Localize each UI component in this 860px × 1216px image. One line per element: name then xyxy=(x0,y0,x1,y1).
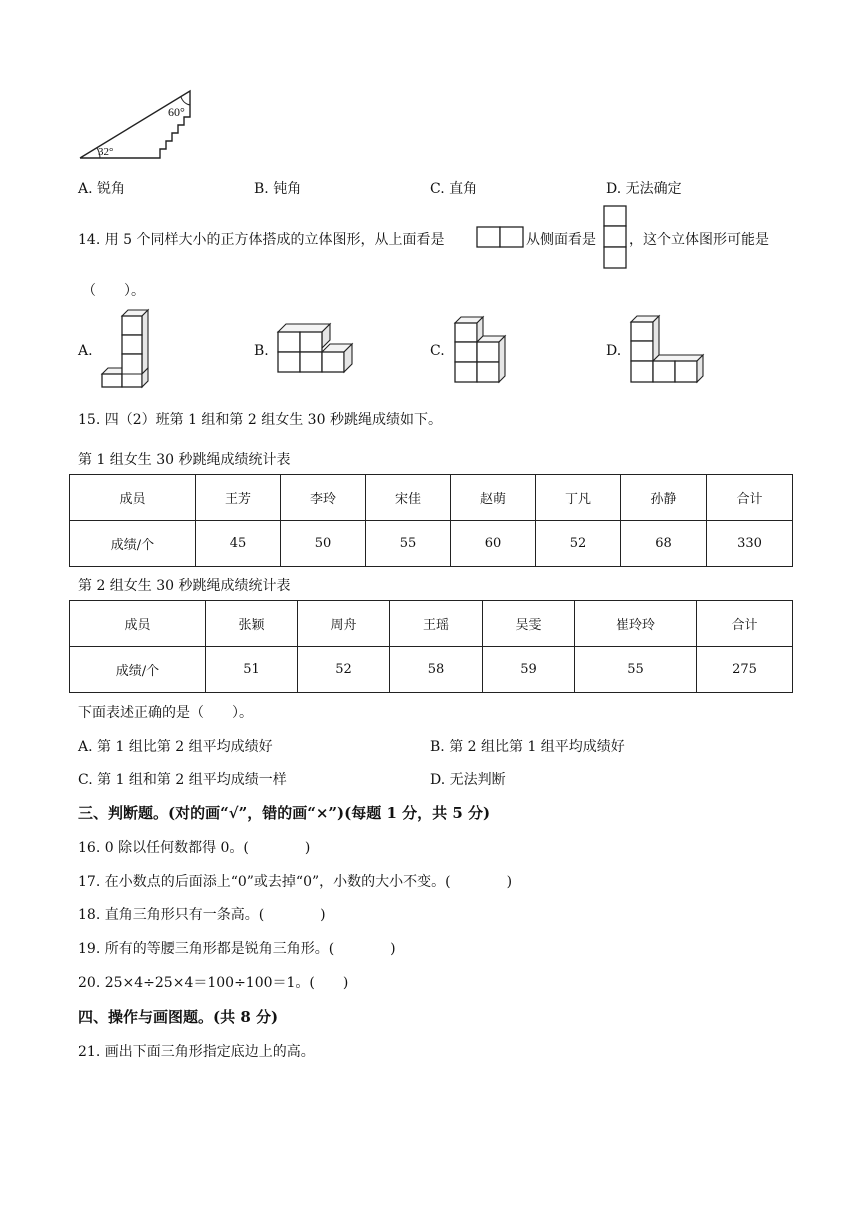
q21-text: 21. 画出下面三角形指定底边上的高。 xyxy=(78,1044,315,1060)
table-row xyxy=(70,475,793,521)
q16-text: 16. 0 除以任何数都得 0。( ) xyxy=(78,840,311,856)
table-cell: 成员 xyxy=(70,475,196,521)
side-view-figure xyxy=(603,205,627,269)
table-cell: 张颖 xyxy=(206,601,298,647)
table-row xyxy=(70,601,793,647)
section4-title: 四、操作与画图题。(共 8 分) xyxy=(78,1008,279,1026)
table-cell: 丁凡 xyxy=(536,475,621,521)
q14-option-b-label[interactable]: B. xyxy=(254,343,269,359)
table-cell: 68 xyxy=(621,521,707,567)
q19-text: 19. 所有的等腰三角形都是锐角三角形。( ) xyxy=(78,941,396,957)
table-cell: 崔玲玲 xyxy=(575,601,697,647)
q14-text-part1: 14. 用 5 个同样大小的正方体搭成的立体图形，从上面看是 xyxy=(78,232,445,248)
table-cell: 成员 xyxy=(70,601,206,647)
q17-text: 17. 在小数点的后面添上“0”或去掉“0”，小数的大小不变。( ) xyxy=(78,874,513,890)
q14-option-a-label[interactable]: A. xyxy=(78,343,93,359)
q14-option-c-label[interactable]: C. xyxy=(430,343,445,359)
table-cell: 50 xyxy=(281,521,366,567)
table-cell: 周舟 xyxy=(298,601,390,647)
table-group1 xyxy=(69,474,793,567)
cube-figure-c[interactable] xyxy=(453,316,507,384)
q14-blank: （ ）。 xyxy=(82,283,145,299)
table-cell: 55 xyxy=(366,521,451,567)
table-cell: 成绩/个 xyxy=(70,647,206,693)
table-cell: 51 xyxy=(206,647,298,693)
table-cell: 李玲 xyxy=(281,475,366,521)
q18-text: 18. 直角三角形只有一条高。( ) xyxy=(78,907,326,923)
q13-option-c[interactable]: C. 直角 xyxy=(430,181,478,197)
table-cell: 吴雯 xyxy=(483,601,575,647)
q15-option-b[interactable]: B. 第 2 组比第 1 组平均成绩好 xyxy=(430,739,625,755)
table-cell: 52 xyxy=(536,521,621,567)
q20-text: 20. 25×4÷25×4＝100÷100＝1。( ) xyxy=(78,975,349,991)
cube-figure-d[interactable] xyxy=(629,314,705,384)
q15-option-d[interactable]: D. 无法判断 xyxy=(430,772,506,788)
q14-text-part3: ，这个立体图形可能是 xyxy=(629,232,769,248)
table-cell: 王芳 xyxy=(196,475,281,521)
cube-figure-a[interactable] xyxy=(102,310,150,388)
section3-title: 三、判断题。(对的画“√”，错的画“×”)(每题 1 分，共 5 分) xyxy=(78,804,491,822)
table-cell: 赵萌 xyxy=(451,475,536,521)
table-cell: 330 xyxy=(707,521,793,567)
table-cell: 孙静 xyxy=(621,475,707,521)
table-cell: 宋佳 xyxy=(366,475,451,521)
q15-question: 下面表述正确的是（ ）。 xyxy=(78,705,253,721)
table-cell: 45 xyxy=(196,521,281,567)
table-cell: 60 xyxy=(451,521,536,567)
q15-text: 15. 四（2）班第 1 组和第 2 组女生 30 秒跳绳成绩如下。 xyxy=(78,412,442,428)
table1-title: 第 1 组女生 30 秒跳绳成绩统计表 xyxy=(78,452,291,468)
table-cell: 52 xyxy=(298,647,390,693)
angle-top-label: 60° xyxy=(168,105,185,119)
q15-option-a[interactable]: A. 第 1 组比第 2 组平均成绩好 xyxy=(78,739,273,755)
table-cell: 55 xyxy=(575,647,697,693)
table-cell: 合计 xyxy=(697,601,793,647)
q14-text-part2: 从侧面看是 xyxy=(526,232,596,248)
table2-title: 第 2 组女生 30 秒跳绳成绩统计表 xyxy=(78,578,291,594)
q13-option-b[interactable]: B. 钝角 xyxy=(254,181,302,197)
table-row xyxy=(70,647,793,693)
cube-figure-b[interactable] xyxy=(278,324,354,374)
top-view-figure xyxy=(476,226,524,248)
table-cell: 成绩/个 xyxy=(70,521,196,567)
q14-option-d-label[interactable]: D. xyxy=(606,343,622,359)
table-cell: 合计 xyxy=(707,475,793,521)
table-cell: 王瑶 xyxy=(390,601,483,647)
table-cell: 59 xyxy=(483,647,575,693)
table-group2 xyxy=(69,600,793,693)
q13-option-d[interactable]: D. 无法确定 xyxy=(606,181,682,197)
q13-option-a[interactable]: A. 锐角 xyxy=(78,181,126,197)
q15-option-c[interactable]: C. 第 1 组和第 2 组平均成绩一样 xyxy=(78,772,287,788)
table-cell: 58 xyxy=(390,647,483,693)
triangle-figure xyxy=(76,85,196,165)
angle-left-label: 32° xyxy=(98,146,114,158)
table-cell: 275 xyxy=(697,647,793,693)
table-row xyxy=(70,521,793,567)
